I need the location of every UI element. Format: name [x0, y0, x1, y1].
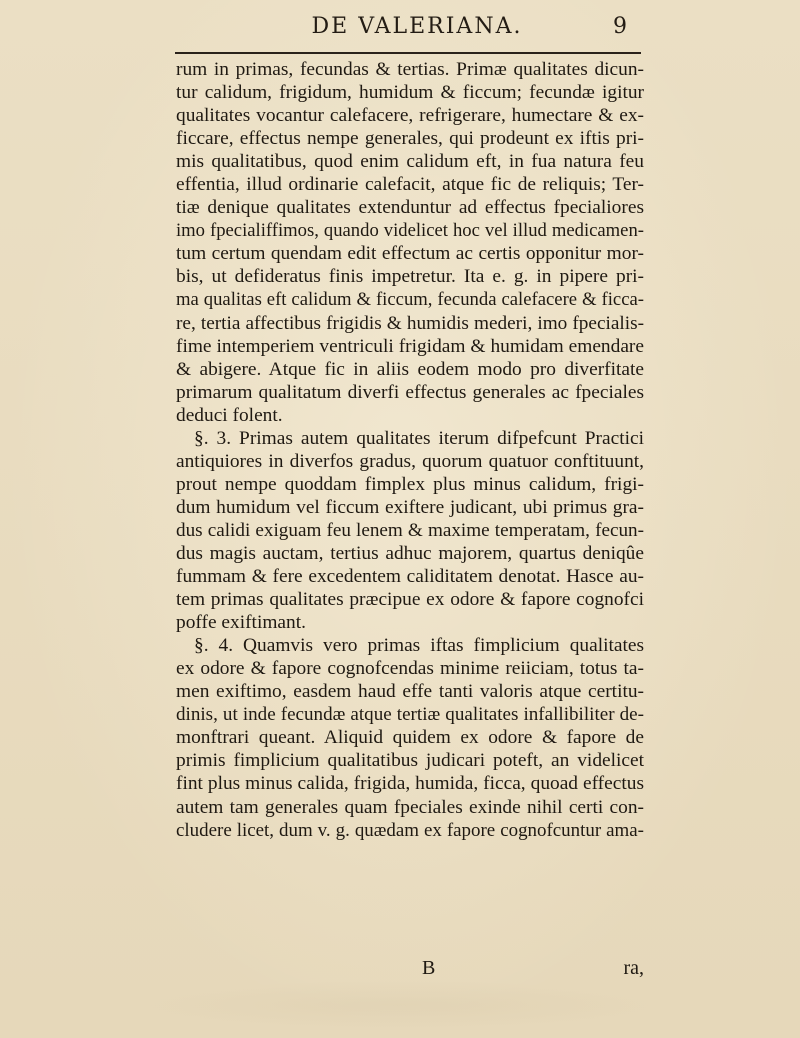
text-line: ficcare, effectus nempe generales, qui prodeunt ex iftis pri-: [176, 128, 644, 150]
text-line: primarum qualitatum diverfi effectus generales ac fpeciales: [176, 381, 644, 403]
text-line: tur calidum, frigidum, humidum & ficcum; fecundæ igitur: [176, 82, 644, 104]
running-head: DE VALERIANA.: [311, 14, 523, 39]
text-line: tiæ denique qualitates extenduntur ad effectus fpecialiores: [176, 197, 644, 219]
text-line: men exiftimo, easdem haud effe tanti valoris atque certitu-: [176, 681, 644, 703]
text-line: rum in primas, fecundas & tertias. Primæ qualitates dicun-: [176, 59, 644, 80]
text-line: dum humidum vel ficcum exiftere judicant, ubi primus gra-: [176, 496, 644, 518]
text-line: antiquiores in diverfos gradus, quorum quatuor conftituunt,: [176, 450, 644, 472]
text-line: ex odore & fapore cognofcendas minime reiiciam, totus ta-: [176, 658, 644, 680]
text-line: autem tam generales quam fpeciales exinde nihil certi con-: [176, 796, 644, 818]
text-line: deduci folent.: [176, 404, 283, 426]
text-line: fummam & fere excedentem caliditatem denotat. Hasce au-: [176, 566, 644, 588]
body-text: [176, 58, 644, 842]
text-line: re, tertia affectibus frigidis & humidis mederi, imo fpecialis-: [176, 312, 644, 334]
text-line: dinis, ut inde fecundæ atque tertiæ qualitates infallibiliter de-: [176, 704, 644, 726]
text-line: ma qualitas eft calidum & ficcum, fecunda calefacere & ficca-: [176, 289, 644, 311]
text-line: §. 4. Quamvis vero primas iftas fimplicium qualitates: [194, 635, 644, 657]
text-line: fint plus minus calida, frigida, humida, ficca, quoad effectus: [176, 773, 644, 795]
text-line: dus magis auctam, tertius adhuc majorem, quartus deniqûe: [176, 542, 644, 564]
text-line: mis qualitatibus, quod enim calidum eft, in fua natura feu: [176, 151, 644, 173]
text-line: qualitates vocantur calefacere, refrigerare, humectare & ex-: [176, 105, 644, 127]
catchword: ra,: [623, 957, 644, 979]
text-line: prout nempe quoddam fimplex plus minus calidum, frigi-: [176, 473, 644, 495]
text-line: primis fimplicium qualitatibus judicari poteft, an videlicet: [176, 750, 644, 772]
text-line: fime intemperiem ventriculi frigidam & humidam emendare: [176, 335, 644, 357]
text-line: dus calidi exiguam feu lenem & maxime temperatam, fecun-: [176, 519, 644, 541]
paper-stain: [120, 980, 680, 1030]
page-header: [0, 0, 800, 60]
signature-mark: B: [422, 957, 436, 979]
text-line: tem primas qualitates præcipue ex odore & fapore cognofci: [176, 589, 644, 611]
text-line: §. 3. Primas autem qualitates iterum difpefcunt Practici: [194, 427, 644, 449]
text-line: monftrari queant. Aliquid quidem ex odore & fapore de: [176, 727, 644, 749]
text-line: poffe exiftimant.: [176, 612, 306, 634]
text-line: imo fpecialiffimos, quando videlicet hoc vel illud medicamen-: [176, 220, 644, 242]
text-line: tum certum quendam edit effectum ac certis opponitur mor-: [176, 243, 644, 265]
header-rule: [175, 52, 641, 54]
text-line: cludere licet, dum v. g. quædam ex fapore cognofcuntur ama-: [176, 819, 644, 841]
text-line: effentia, illud ordinarie calefacit, atque fic de reliquis; Ter-: [176, 174, 644, 196]
text-line: & abigere. Atque fic in aliis eodem modo pro diverfitate: [176, 358, 644, 380]
page-number: 9: [613, 14, 627, 39]
text-line: bis, ut defideratus finis impetretur. Ita e. g. in pipere pri-: [176, 266, 644, 288]
